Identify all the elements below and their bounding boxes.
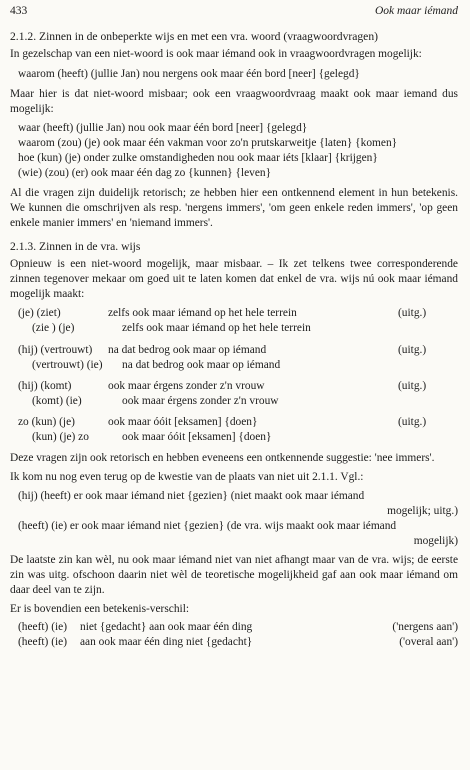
example-pair-4 [18, 415, 458, 445]
final-gloss: ('nergens aan') [392, 621, 458, 634]
section-heading-213: 2.1.3. Zinnen in de vra. wijs [10, 239, 141, 253]
pair-b-left: (zie ) (je) [32, 322, 75, 335]
pair-a-right: zelfs ook maar iémand op het hele terrein [108, 307, 297, 320]
pair-a-right: na dat bedrog ook maar op iémand [108, 343, 267, 356]
section-212-intro: In gezelschap van een niet-woord is ook maar iémand ook in vraagwoordvragen mogelijk: [10, 48, 422, 61]
pair-b-right: zelfs ook maar iémand op het hele terrein [122, 322, 311, 335]
example-line: hoe (kun) (je) onder zulke omstandigheden nou ook maar iéts [klaar] {krijgen} [18, 151, 378, 164]
comparison-line-2: (heeft) (ie) er ook maar iémand niet {gezien} (de vra. wijs maakt ook maar iémand [18, 519, 397, 532]
example-pair-1 [18, 306, 458, 336]
section-212-para-3: Al die vragen zijn duidelijk retorisch; ze hebben hier een ontkennend element in hun betekenis. We kunnen die omschrijven als resp. 'nergens immers', 'om geen enkele reden immers', 'op geen enkele manier immers' en 'niemand immers'. [10, 186, 458, 229]
pair-b-left: (komt) (ie) [32, 394, 82, 407]
final-mid: aan ook maar één ding niet {gedacht} [80, 636, 253, 649]
section-213-para-2: Deze vragen zijn ook retorisch en hebben eveneens een ontkennende suggestie: 'nee immers'. [10, 451, 435, 464]
pair-a-right: ook maar óóit [eksamen] {doen} [108, 415, 258, 428]
example-pair-2 [18, 343, 458, 373]
pair-a-tag: (uitg.) [398, 307, 427, 320]
pair-a-tag: (uitg.) [398, 415, 427, 428]
pair-a-left: (hij) (komt) [18, 379, 72, 392]
pair-b-right: na dat bedrog ook maar op iémand [122, 358, 281, 371]
section-213-para-5: Er is bovendien een betekenis-verschil: [10, 603, 190, 616]
running-title: Ook maar iémand [374, 5, 458, 17]
pair-a-left: (je) (ziet) [18, 307, 61, 320]
example-line: waarom (zou) (je) ook maar één vakman voor zo'n prutskarweitje {laten} {komen} [18, 136, 398, 149]
pair-a-tag: (uitg.) [398, 343, 427, 356]
pair-b-right: ook maar óóit [eksamen] {doen} [122, 430, 272, 443]
page-header [10, 4, 458, 19]
example-line: waarom (heeft) (jullie Jan) nou nergens ook maar één bord [neer] {gelegd} [18, 67, 360, 80]
section-heading-212: 2.1.2. Zinnen in de onbeperkte wijs en met een vra. woord (vraagwoordvragen) [10, 30, 378, 44]
meaning-difference-block [18, 620, 458, 650]
pair-a-tag: (uitg.) [398, 379, 427, 392]
pair-b-left: (vertrouwt) (ie) [32, 358, 103, 371]
section-212-para-2: Maar hier is dat niet-woord misbaar; ook een vraagwoordvraag maakt ook maar iemand dus mogelijk: [10, 87, 458, 115]
comparison-line-1: (hij) (heeft) er ook maar iémand niet {gezien} (niet maakt ook maar iémand [18, 489, 365, 502]
example-block-2 [18, 121, 458, 181]
section-213-para-3: Ik kom nu nog even terug op de kwestie van de plaats van niet uit 2.1.1. Vgl.: [10, 470, 364, 483]
example-pair-3 [18, 379, 458, 409]
comparison-block [18, 489, 458, 549]
pair-a-left: zo (kun) (je) [18, 415, 75, 428]
comparison-line-2-cont: mogelijk) [413, 535, 458, 548]
final-left: (heeft) (ie) [18, 636, 68, 649]
final-mid: niet {gedacht} aan ook maar één ding [80, 621, 253, 634]
comparison-line-1-cont: mogelijk; uitg.) [387, 504, 458, 517]
example-line: (wie) (zou) (er) ook maar één dag zo {kunnen} {leven} [18, 166, 272, 179]
page-number: 433 [10, 5, 28, 17]
final-left: (heeft) (ie) [18, 621, 68, 634]
pair-a-left: (hij) (vertrouwt) [18, 343, 93, 356]
pair-a-right: ook maar érgens zonder z'n vrouw [108, 379, 265, 392]
final-gloss: ('overal aan') [399, 636, 458, 649]
example-line: waar (heeft) (jullie Jan) nou ook maar één bord [neer] {gelegd} [18, 121, 308, 134]
pair-b-left: (kun) (je) zo [32, 430, 89, 443]
pair-b-right: ook maar érgens zonder z'n vrouw [122, 394, 279, 407]
example-block-1 [18, 67, 458, 82]
section-213-para-4: De laatste zin kan wèl, nu ook maar iémand niet van niet afhangt maar van de vra. wijs; de eerste zin was uitg. ofschoon daarin niet wèl de teoretische mogelijkheid gaf aan ook maar iémand om daar deel van te zijn. [10, 554, 458, 597]
section-213-intro: Opnieuw is een niet-woord mogelijk, maar misbaar. – Ik zet telkens twee corresponderende zinnen tegenover mekaar om goed uit te laten komen dat enkel de vra. wijs nú ook maar iémand mogelijk maakt: [10, 258, 458, 301]
